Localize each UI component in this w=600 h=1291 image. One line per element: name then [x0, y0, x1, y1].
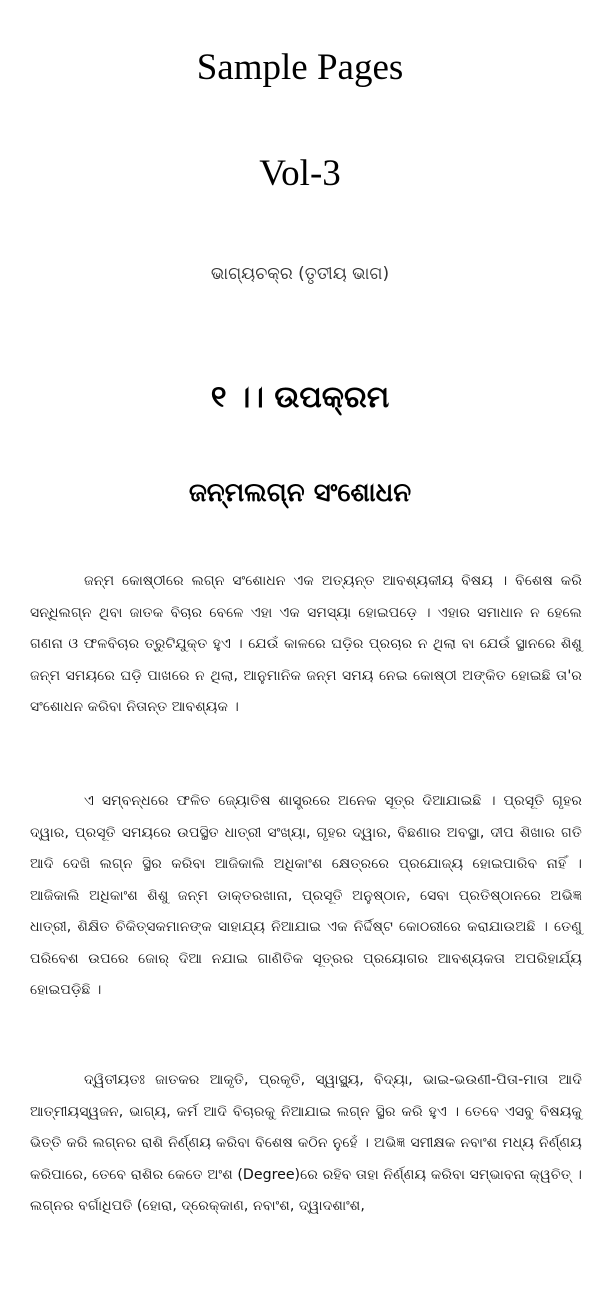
chapter-heading: ୧ ।। ଉପକ୍ରମ [210, 380, 390, 415]
section-heading: ଜନ୍ମଲଗ୍ନ ସଂଶୋଧନ [188, 478, 412, 508]
book-subtitle: ଭାଗ୍ୟଚକ୍ର (ତୃତୀୟ ଭାଗ) [210, 264, 390, 284]
document-title: Sample Pages [196, 47, 404, 88]
body-paragraph-2: ଏ ସମ୍ବନ୍ଧରେ ଫଳିତ ଜ୍ୟୋତିଷ ଶାସ୍ତ୍ରରେ ଅନେକ ସୂତ୍ର ଦିଆଯାଇଛି । ପ୍ରସୂତି ଗୃହର ଦ୍ୱାର, ପ୍ରସୂତି ସମୟରେ ଉପସ୍ଥିତ ଧାତ୍ରୀ ସଂଖ୍ୟା, ଗୃହର ଦ୍ୱାର, ବିଛଣାର ଅବସ୍ଥା, ଦୀପ ଶିଖାର ଗତି ଆଦି ଦେଖି ଲଗ୍ନ ସ୍ଥିର କରିବା ଆଜିକାଲି ଅଧିକାଂଶ କ୍ଷେତ୍ରରେ ପ୍ରଯୋଜ୍ୟ ହୋଇପାରିବ ନାହିଁ । ଆଜିକାଲି ଅଧିକାଂଶ ଶିଶୁ ଜନ୍ମ ଡାକ୍ତରଖାନା, ପ୍ରସୂତି ଅନୁଷ୍ଠାନ, ସେବା ପ୍ରତିଷ୍ଠାନରେ ଅଭିଜ୍ଞ ଧାତ୍ରୀ, ଶିକ୍ଷିତ ଚିକିତ୍ସକମାନଙ୍କ ସାହାଯ୍ୟ ନିଆଯାଇ ଏକ ନିର୍ଦ୍ଦିଷ୍ଟ କୋଠରୀରେ କରାଯାଉଅଛି । ତେଣୁ ପରିବେଶ ଉପରେ ଜୋର୍ ଦିଆ ନଯାଇ ଗାଣିତିକ ସୂତ୍ରର ପ୍ରୟୋଗର ଆବଶ୍ୟକତା ଅପରିହାର୍ଯ୍ୟ ହୋଇପଡ଼ିଛି । [30, 793, 582, 998]
body-paragraph-3: ଦ୍ୱିତୀୟତଃ ଜାତକର ଆକୃତି, ପ୍ରକୃତି, ସ୍ୱାସ୍ଥ୍ୟ, ବିଦ୍ୟା, ଭାଇ-ଭଉଣୀ-ପିତା-ମାତା ଆଦି ଆତ୍ମୀୟସ୍ୱଜନ, ଭାଗ୍ୟ, କର୍ମ ଆଦି ବିଚାରକୁ ନିଆଯାଇ ଲଗ୍ନ ସ୍ଥିର କରି ହୁଏ । ତେବେ ଏସବୁ ବିଷୟକୁ ଭିତ୍ତି କରି ଲଗ୍ନର ରାଶି ନିର୍ଣ୍ଣୟ କରିବା ବିଶେଷ କଠିନ ନୁହେଁ । ଅଭିଜ୍ଞ ସମୀକ୍ଷକ ନବାଂଶ ମଧ୍ୟ ନିର୍ଣ୍ଣୟ କରିପାରେ, ତେବେ ରାଶିର କେତେ ଅଂଶ (Degree)ରେ ରହିବ ତାହା ନିର୍ଣ୍ଣୟ କରିବା ସମ୍ଭାବନା କ୍ୱଚିତ୍ । ଲଗ୍ନର ବର୍ଗାଧିପତି (ହୋରା, ଦ୍ରେକ୍କାଣ, ନବାଂଶ, ଦ୍ୱାଦଶାଂଶ, [30, 1072, 582, 1214]
body-paragraph-1: ଜନ୍ମ କୋଷ୍ଠୀରେ ଲଗ୍ନ ସଂଶୋଧନ ଏକ ଅତ୍ୟନ୍ତ ଆବଶ୍ୟକୀୟ ବିଷୟ । ବିଶେଷ କରି ସନ୍ଧିଲଗ୍ନ ଥିବା ଜାତକ ବିଚାର ବେଳେ ଏହା ଏକ ସମସ୍ୟା ହୋଇପଡ଼େ । ଏହାର ସମାଧାନ ନ ହେଲେ ଗଣନା ଓ ଫଳବିଚାର ତ୍ରୁଟିଯୁକ୍ତ ହୁଏ । ଯେଉଁ କାଳରେ ଘଡ଼ିର ପ୍ରଚାର ନ ଥିଲା ବା ଯେଉଁ ସ୍ଥାନରେ ଶିଶୁ ଜନ୍ମ ସମୟରେ ଘଡ଼ି ପାଖରେ ନ ଥିଲା, ଆନୁମାନିକ ଜନ୍ମ ସମୟ ନେଇ କୋଷ୍ଠୀ ଅଙ୍କିତ ହୋଇଛି ତା'ର ସଂଶୋଧନ କରିବା ନିତାନ୍ତ ଆବଶ୍ୟକ । [30, 573, 582, 715]
volume-label: Vol-3 [259, 153, 341, 194]
